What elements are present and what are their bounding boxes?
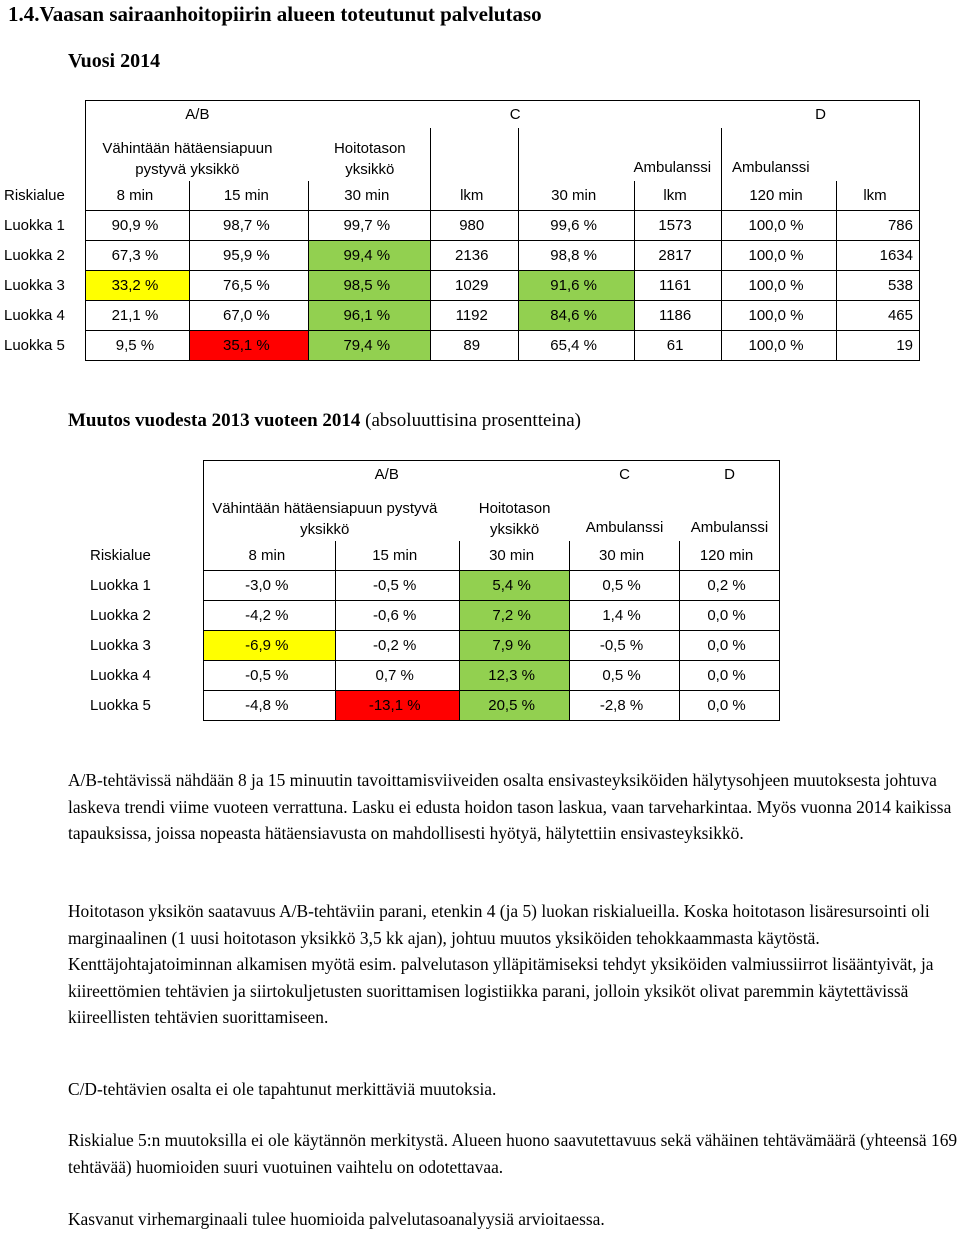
table-row	[0, 331, 920, 361]
row-label: Luokka 1	[4, 217, 65, 234]
table-cell: 7,2 %	[460, 601, 570, 631]
table-cell: 0,2 %	[680, 571, 780, 601]
sublabel-ambulance-d: Ambulanssi	[680, 488, 780, 541]
table-cell: 96,1 %	[309, 301, 431, 331]
table-cell: 0,7 %	[336, 661, 460, 691]
table-cell: 79,4 %	[309, 331, 431, 361]
row-label: Luokka 4	[4, 307, 65, 324]
table-cell: 0,0 %	[680, 601, 780, 631]
table-cell: 0,5 %	[570, 661, 680, 691]
col-header: 8 min	[86, 181, 190, 211]
table-cell: 7,9 %	[460, 631, 570, 661]
paragraph-error-margin: Kasvanut virhemarginaali tulee huomioida palvelutasoanalyysiä arvioitaessa.	[68, 1209, 605, 1229]
col-header: 15 min	[190, 181, 309, 211]
table-cell: -0,5 %	[336, 571, 460, 601]
table-row	[86, 691, 780, 721]
col-header: lkm	[635, 181, 722, 211]
service-level-table-2014	[0, 100, 920, 361]
table-cell: 100,0 %	[722, 211, 837, 241]
col-header: lkm	[431, 181, 519, 211]
table-row	[0, 301, 920, 331]
table-cell: -2,8 %	[570, 691, 680, 721]
paragraph-advanced-unit: Hoitotason yksikön saatavuus A/B-tehtäviin parani, etenkin 4 (ja 5) luokan riskialueilla. Koska hoitotason lisäresursointi oli marginaalinen (1 uusi hoitotason yksikkö 3,5 kk ajan), johtuu muutos yksiköiden tehokkaammasta käytöstä. Kenttäjohtajatoiminnan alkamisen myötä esim. palvelutason ylläpitämiseksi tehdyt yksiköiden valmiussiirrot lisääntyivät, ja kiireettömien tehtävien ja siirtokuljetusten suorittamisen logistiikka parani, jolloin yksiköt olivat paremmin käytettävissä kiireellisten tehtävien suorittamiseen.	[68, 901, 934, 1028]
table-row	[0, 271, 920, 301]
col-header: 30 min	[570, 541, 680, 571]
table-cell: -6,9 %	[204, 631, 336, 661]
table2-title-rest: (absoluuttisina prosentteina)	[360, 410, 581, 431]
col-header: 30 min	[309, 181, 431, 211]
table-cell: -13,1 %	[336, 691, 460, 721]
col-header: 15 min	[336, 541, 460, 571]
table-cell: 61	[635, 331, 722, 361]
table1-title: Vuosi 2014	[68, 50, 161, 72]
col-header: 8 min	[204, 541, 336, 571]
table-cell: 99,7 %	[309, 211, 431, 241]
col-header: 30 min	[460, 541, 570, 571]
row-label: Luokka 2	[4, 247, 65, 264]
table-cell: 465	[836, 301, 919, 331]
table-cell: 99,6 %	[519, 211, 635, 241]
paragraph-risk-area-5: Riskialue 5:n muutoksilla ei ole käytännön merkitystä. Alueen huono saavutettavuus sekä vähäinen tehtävämäärä (yhteensä 169 tehtävää) huomioiden suuri vuotuinen vaihtelu on odotettavaa.	[68, 1130, 958, 1177]
table-cell: 786	[836, 211, 919, 241]
group-d-label: D	[680, 461, 780, 488]
group-c-label: C	[570, 461, 680, 488]
table-cell: -0,6 %	[336, 601, 460, 631]
sublabel-ambulance-c: Ambulanssi	[570, 488, 680, 541]
table-cell: 100,0 %	[722, 271, 837, 301]
table-cell: 980	[431, 211, 519, 241]
table-row	[0, 241, 920, 271]
table-cell: 0,5 %	[570, 571, 680, 601]
table-cell: 90,9 %	[86, 211, 190, 241]
table-cell: 76,5 %	[190, 271, 309, 301]
table-cell: 33,2 %	[86, 271, 190, 301]
col-header: 120 min	[722, 181, 837, 211]
table2-title	[68, 410, 581, 432]
table-cell: 91,6 %	[519, 271, 635, 301]
col-header: 30 min	[519, 181, 635, 211]
table-cell: 84,6 %	[519, 301, 635, 331]
table-cell: 98,7 %	[190, 211, 309, 241]
table-cell: 1192	[431, 301, 519, 331]
table-cell: 98,8 %	[519, 241, 635, 271]
sublabel-first-response: Vähintään hätäensiapuun pystyvä yksikkö	[204, 488, 460, 541]
table-cell: 1573	[635, 211, 722, 241]
paragraph-ab-tasks: A/B-tehtävissä nähdään 8 ja 15 minuutin tavoittamisviiveiden osalta ensivasteyksiköiden hälytysohjeen muutoksesta johtuva laskeva trendi viime vuoteen verrattuna. Lasku ei edusta hoidon tason laskua, vaan tarveharkintaa. Myös vuonna 2014 kaikissa tapauksissa, joissa nopeasta hätäensiavusta on mahdollisesti hyötyä, hälytettiin ensivasteyksikkö.	[68, 770, 952, 844]
table-cell: 0,0 %	[680, 631, 780, 661]
table-cell: 35,1 %	[190, 331, 309, 361]
table-cell: 0,0 %	[680, 691, 780, 721]
table-row	[86, 631, 780, 661]
table-cell: 19	[836, 331, 919, 361]
table-cell: -0,5 %	[204, 661, 336, 691]
table-cell: -0,5 %	[570, 631, 680, 661]
sublabel-advanced-unit: Hoitotason yksikkö	[309, 128, 431, 181]
table-cell: 100,0 %	[722, 331, 837, 361]
group-d-label: D	[722, 101, 920, 128]
table-cell: 9,5 %	[86, 331, 190, 361]
table-row	[86, 571, 780, 601]
row-label: Luokka 1	[90, 577, 151, 594]
row-label: Luokka 3	[90, 637, 151, 654]
table2-title-bold: Muutos vuodesta 2013 vuoteen 2014	[68, 410, 361, 431]
table-cell: 1,4 %	[570, 601, 680, 631]
sublabel-ambulance-d: Ambulanssi	[722, 128, 920, 181]
table-cell: 1186	[635, 301, 722, 331]
table-cell: -4,2 %	[204, 601, 336, 631]
row-header: Riskialue	[4, 187, 65, 204]
group-ab-label: A/B	[204, 461, 570, 488]
row-label: Luokka 3	[4, 277, 65, 294]
table-cell: 95,9 %	[190, 241, 309, 271]
col-header: lkm	[836, 181, 919, 211]
sublabel-first-response: Vähintään hätäensiapuun pystyvä yksikkö	[86, 128, 309, 181]
sublabel-advanced-unit: Hoitotason yksikkö	[460, 488, 570, 541]
sublabel-ambulance-c: Ambulanssi	[519, 128, 722, 181]
row-header: Riskialue	[90, 547, 151, 564]
table-cell: 98,5 %	[309, 271, 431, 301]
table-cell: 1634	[836, 241, 919, 271]
page-heading: 1.4.Vaasan sairaanhoitopiirin alueen toteutunut palvelutaso	[8, 2, 542, 26]
col-header: 120 min	[680, 541, 780, 571]
group-ab-label: A/B	[86, 101, 309, 128]
row-label: Luokka 4	[90, 667, 151, 684]
table-cell: 100,0 %	[722, 241, 837, 271]
table-cell: -4,8 %	[204, 691, 336, 721]
table-cell: 65,4 %	[519, 331, 635, 361]
table-cell: 20,5 %	[460, 691, 570, 721]
table-cell: 5,4 %	[460, 571, 570, 601]
table-cell: -3,0 %	[204, 571, 336, 601]
row-label: Luokka 5	[90, 697, 151, 714]
table-cell: 12,3 %	[460, 661, 570, 691]
table-cell: 100,0 %	[722, 301, 837, 331]
table-row	[0, 211, 920, 241]
table-row	[86, 661, 780, 691]
table-cell: 0,0 %	[680, 661, 780, 691]
table-cell: 99,4 %	[309, 241, 431, 271]
row-label: Luokka 5	[4, 337, 65, 354]
table-cell: 67,3 %	[86, 241, 190, 271]
table-cell: -0,2 %	[336, 631, 460, 661]
paragraph-cd-tasks: C/D-tehtävien osalta ei ole tapahtunut merkittäviä muutoksia.	[68, 1079, 497, 1099]
table-cell: 1161	[635, 271, 722, 301]
table-cell: 89	[431, 331, 519, 361]
table-cell: 21,1 %	[86, 301, 190, 331]
change-2013-2014-table	[86, 460, 780, 721]
table-cell: 67,0 %	[190, 301, 309, 331]
table-cell: 2136	[431, 241, 519, 271]
table-cell: 538	[836, 271, 919, 301]
table-row	[86, 601, 780, 631]
group-c-label: C	[309, 101, 722, 128]
table-cell: 1029	[431, 271, 519, 301]
row-label: Luokka 2	[90, 607, 151, 624]
table-cell: 2817	[635, 241, 722, 271]
